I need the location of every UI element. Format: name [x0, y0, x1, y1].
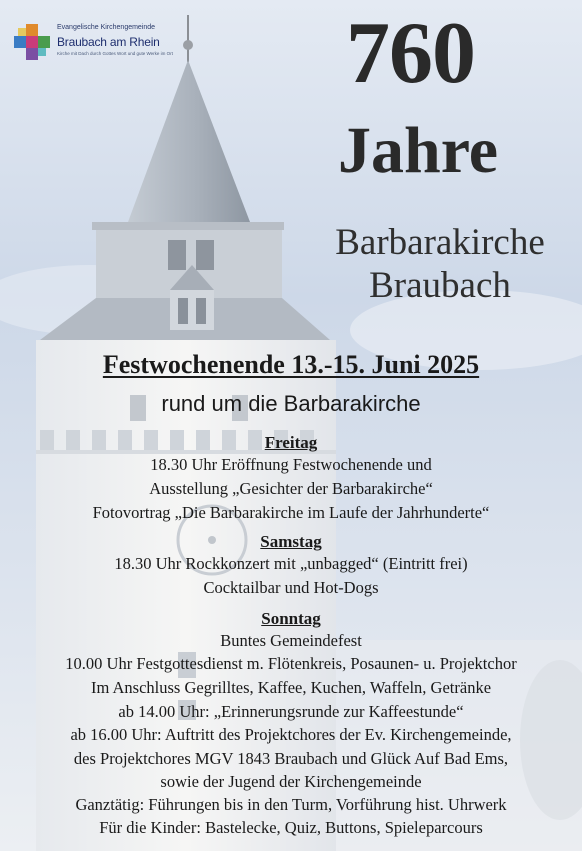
saturday-line-1: 18.30 Uhr Rockkonzert mit „unbagged“ (Eintritt frei) [114, 554, 468, 573]
cross-logo-icon [12, 22, 52, 62]
sunday-line-8: Ganztätig: Führungen bis in den Turm, Vorführung hist. Uhrwerk [75, 795, 507, 814]
friday-line-3: Fotovortrag „Die Barbarakirche im Laufe der Jahrhunderte“ [92, 503, 490, 522]
logo-tagline: Kirche mit Dach durch Gottes Wort und gute Werke im Ort [57, 51, 173, 56]
sunday-line-1: Buntes Gemeindefest [220, 631, 362, 650]
anniversary-word: Jahre [338, 114, 499, 187]
church-name [300, 222, 580, 307]
logo-parish-name: Braubach am Rhein [57, 35, 160, 49]
sunday-line-6: des Projektchores MGV 1843 Braubach und Glück Auf Bad Ems, [73, 749, 509, 768]
friday-line-1: 18.30 Uhr Eröffnung Festwochenende und [150, 455, 432, 474]
church-name-line-2: Braubach [369, 264, 511, 306]
festival-title: Festwochenende 13.-15. Juni 2025 [102, 350, 480, 379]
day-heading-sunday: Sonntag [261, 609, 321, 628]
sunday-line-9: Für die Kinder: Bastelecke, Quiz, Buttons, Spieleparcours [99, 818, 483, 837]
saturday-line-2: Cocktailbar und Hot-Dogs [203, 578, 379, 597]
day-heading-saturday: Samstag [260, 532, 322, 551]
sunday-line-3: Im Anschluss Gegrilltes, Kaffee, Kuchen, Waffeln, Getränke [90, 678, 492, 697]
day-heading-friday: Freitag [264, 433, 318, 452]
sunday-line-7: sowie der Jugend der Kirchengemeinde [160, 772, 422, 791]
festival-subtitle: rund um die Barbarakirche [161, 391, 421, 416]
logo-parish-small-text: Evangelische Kirchengemeinde [57, 24, 156, 31]
sunday-line-5: ab 16.00 Uhr: Auftritt des Projektchores der Ev. Kirchengemeinde, [70, 725, 512, 744]
sunday-line-4: ab 14.00 Uhr: „Erinnerungsrunde zur Kaffeestunde“ [118, 702, 464, 721]
parish-logo [12, 20, 187, 65]
anniversary-number: 760 [346, 5, 475, 102]
friday-line-2: Ausstellung „Gesichter der Barbarakirche“ [149, 479, 433, 498]
church-name-line-1: Barbarakirche [335, 222, 545, 263]
sunday-line-2: 10.00 Uhr Festgottesdienst m. Flötenkreis, Posaunen- u. Projektchor [65, 654, 517, 673]
